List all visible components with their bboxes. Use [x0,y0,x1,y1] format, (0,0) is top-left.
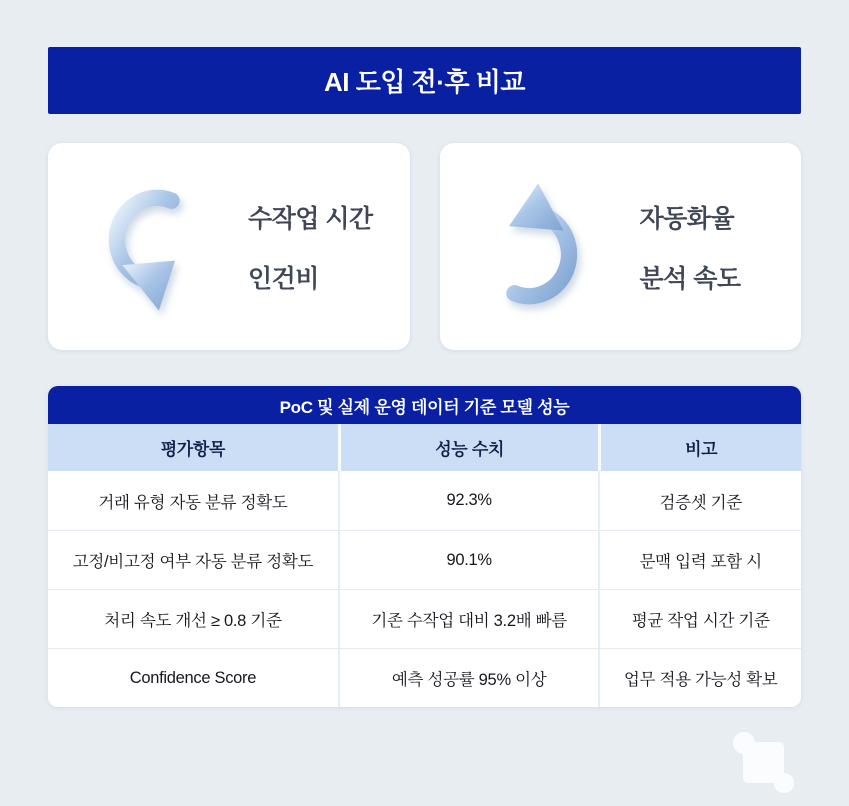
page-title-banner [48,47,801,114]
card-text-block [640,199,741,295]
table-header-row [48,424,801,471]
cell-value: 90.1% [338,530,599,589]
table-row [48,530,801,589]
card-manual-decrease [48,143,410,350]
card-line: 수작업 시간 [248,204,373,233]
card-line: 인건비 [248,264,319,293]
cell-value: 기존 수작업 대비 3.2배 빠름 [338,589,599,648]
cell-note: 검증셋 기준 [598,471,801,530]
watermark-logo [732,731,794,793]
cell-value: 92.3% [338,471,599,530]
column-header-metric: 평가항목 [160,440,226,459]
arrow-up-3d-icon [480,176,598,318]
table-row [48,471,801,530]
column-header-value: 성능 수치 [338,424,599,471]
performance-table [48,386,801,707]
cell-note: 업무 적용 가능성 확보 [598,648,801,707]
cell-note: 평균 작업 시간 기준 [598,589,801,648]
cell-metric: 처리 속도 개선 ≥ 0.8 기준 [48,589,338,648]
column-header-note: 비고 [598,424,801,471]
table-row [48,589,801,648]
cell-metric: 고정/비고정 여부 자동 분류 정확도 [48,530,338,589]
table-title: PoC 및 실제 운영 데이터 기준 모델 성능 [48,386,801,424]
cell-metric: Confidence Score [48,648,338,707]
card-automation-increase [440,143,802,350]
cell-metric: 거래 유형 자동 분류 정확도 [98,493,288,512]
card-text-block [248,199,373,295]
arrow-down-3d-icon [88,176,206,318]
comparison-cards [48,143,801,350]
cell-note: 문맥 입력 포함 시 [598,530,801,589]
cell-value: 예측 성공률 95% 이상 [338,648,599,707]
card-line: 자동화율 [639,204,735,233]
page-title: AI 도입 전·후 비교 [323,67,526,97]
table-row [48,648,801,707]
card-line: 분석 속도 [639,264,741,293]
